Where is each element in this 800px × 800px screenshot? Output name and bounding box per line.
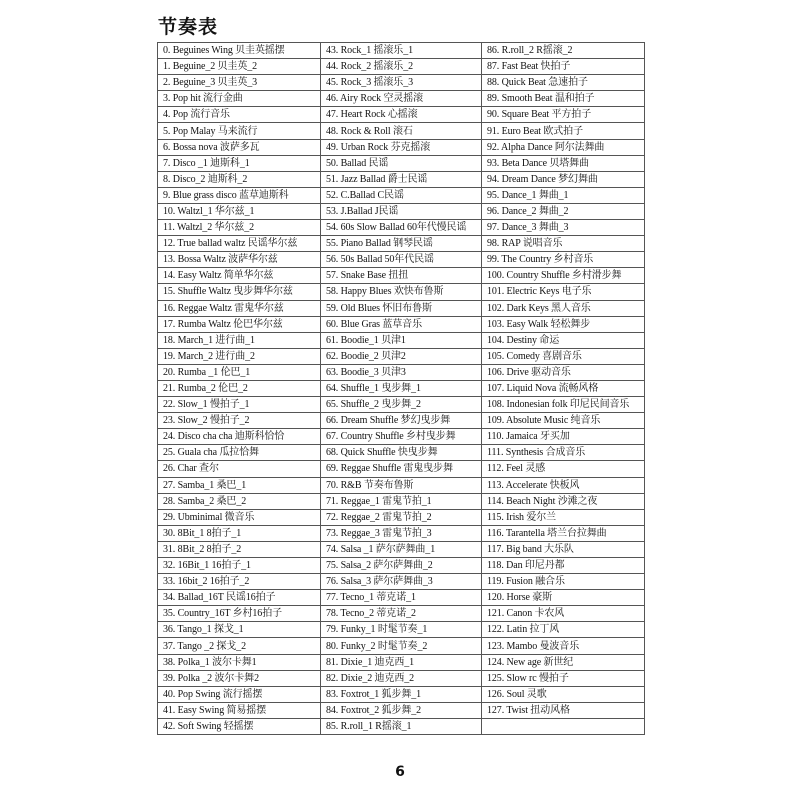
rhythm-cell: 69. Reggae Shuffle 雷鬼曳步舞	[321, 461, 482, 477]
rhythm-cell: 91. Euro Beat 欧式拍子	[482, 123, 645, 139]
table-row	[158, 316, 645, 332]
rhythm-cell: 81. Dixie_1 迪克西_1	[321, 654, 482, 670]
table-row	[158, 75, 645, 91]
rhythm-cell: 105. Comedy 喜剧音乐	[482, 348, 645, 364]
table-row	[158, 171, 645, 187]
rhythm-cell: 20. Rumba _1 伦巴_1	[158, 364, 321, 380]
rhythm-cell: 44. Rock_2 摇滚乐_2	[321, 59, 482, 75]
rhythm-cell: 100. Country Shuffle 乡村滑步舞	[482, 268, 645, 284]
rhythm-cell	[482, 718, 645, 734]
rhythm-cell: 61. Boodie_1 贝津1	[321, 332, 482, 348]
rhythm-cell: 115. Irish 爱尔兰	[482, 509, 645, 525]
rhythm-cell: 49. Urban Rock 芬克摇滚	[321, 139, 482, 155]
table-row	[158, 670, 645, 686]
table-row	[158, 541, 645, 557]
table-row	[158, 236, 645, 252]
rhythm-cell: 92. Alpha Dance 阿尔法舞曲	[482, 139, 645, 155]
rhythm-cell: 35. Country_16T 乡村16拍子	[158, 606, 321, 622]
rhythm-cell: 72. Reggae_2 雷鬼节拍_2	[321, 509, 482, 525]
table-row	[158, 702, 645, 718]
rhythm-cell: 123. Mambo 曼波音乐	[482, 638, 645, 654]
rhythm-cell: 99. The Country 乡村音乐	[482, 252, 645, 268]
rhythm-cell: 27. Samba_1 桑巴_1	[158, 477, 321, 493]
table-row	[158, 606, 645, 622]
rhythm-cell: 19. March_2 进行曲_2	[158, 348, 321, 364]
rhythm-cell: 4. Pop 流行音乐	[158, 107, 321, 123]
rhythm-cell: 66. Dream Shuffle 梦幻曳步舞	[321, 413, 482, 429]
table-row	[158, 139, 645, 155]
rhythm-cell: 79. Funky_1 时髦节奏_1	[321, 622, 482, 638]
rhythm-cell: 59. Old Blues 怀旧布鲁斯	[321, 300, 482, 316]
rhythm-cell: 52. C.Ballad C民谣	[321, 187, 482, 203]
rhythm-cell: 7. Disco _1 迪斯科_1	[158, 155, 321, 171]
table-row	[158, 300, 645, 316]
table-row	[158, 397, 645, 413]
rhythm-cell: 26. Char 查尔	[158, 461, 321, 477]
table-row	[158, 252, 645, 268]
rhythm-cell: 55. Piano Ballad 钢琴民谣	[321, 236, 482, 252]
rhythm-cell: 21. Rumba_2 伦巴_2	[158, 380, 321, 396]
rhythm-cell: 113. Accelerate 快板风	[482, 477, 645, 493]
rhythm-cell: 120. Horse 豪斯	[482, 590, 645, 606]
table-row	[158, 718, 645, 734]
rhythm-cell: 122. Latin 拉丁风	[482, 622, 645, 638]
rhythm-cell: 93. Beta Dance 贝塔舞曲	[482, 155, 645, 171]
rhythm-cell: 29. Ubminimal 微音乐	[158, 509, 321, 525]
rhythm-cell: 111. Synthesis 合成音乐	[482, 445, 645, 461]
rhythm-cell: 40. Pop Swing 流行摇摆	[158, 686, 321, 702]
rhythm-cell: 68. Quick Shuffle 快曳步舞	[321, 445, 482, 461]
rhythm-table	[157, 42, 645, 735]
rhythm-cell: 58. Happy Blues 欢快布鲁斯	[321, 284, 482, 300]
rhythm-cell: 45. Rock_3 摇滚乐_3	[321, 75, 482, 91]
rhythm-cell: 103. Easy Walk 轻松舞步	[482, 316, 645, 332]
rhythm-cell: 74. Salsa _1 萨尔萨舞曲_1	[321, 541, 482, 557]
rhythm-cell: 121. Canon 卡农风	[482, 606, 645, 622]
rhythm-cell: 85. R.roll_1 R摇滚_1	[321, 718, 482, 734]
rhythm-cell: 13. Bossa Waltz 波萨华尔兹	[158, 252, 321, 268]
rhythm-cell: 124. New age 新世纪	[482, 654, 645, 670]
rhythm-cell: 32. 16Bit_1 16拍子_1	[158, 558, 321, 574]
rhythm-cell: 47. Heart Rock 心摇滚	[321, 107, 482, 123]
rhythm-cell: 15. Shuffle Waltz 曳步舞华尔兹	[158, 284, 321, 300]
table-row	[158, 155, 645, 171]
rhythm-cell: 54. 60s Slow Ballad 60年代慢民谣	[321, 220, 482, 236]
rhythm-cell: 12. True ballad waltz 民谣华尔兹	[158, 236, 321, 252]
rhythm-cell: 51. Jazz Ballad 爵士民谣	[321, 171, 482, 187]
rhythm-cell: 108. Indonesian folk 印尼民间音乐	[482, 397, 645, 413]
page-title: 节奏表	[158, 16, 219, 38]
rhythm-cell: 34. Ballad_16T 民谣16拍子	[158, 590, 321, 606]
rhythm-cell: 0. Beguines Wing 贝圭英摇摆	[158, 43, 321, 59]
table-row	[158, 686, 645, 702]
table-row	[158, 493, 645, 509]
table-row	[158, 638, 645, 654]
rhythm-cell: 77. Tecno_1 蒂克诺_1	[321, 590, 482, 606]
rhythm-cell: 107. Liquid Nova 流畅风格	[482, 380, 645, 396]
rhythm-cell: 56. 50s Ballad 50年代民谣	[321, 252, 482, 268]
table-row	[158, 364, 645, 380]
rhythm-cell: 39. Polka _2 波尔卡舞2	[158, 670, 321, 686]
rhythm-cell: 119. Fusion 融合乐	[482, 574, 645, 590]
rhythm-cell: 6. Bossa nova 波萨多瓦	[158, 139, 321, 155]
rhythm-cell: 98. RAP 说唱音乐	[482, 236, 645, 252]
rhythm-cell: 25. Guala cha 瓜拉恰舞	[158, 445, 321, 461]
table-row	[158, 284, 645, 300]
rhythm-cell: 67. Country Shuffle 乡村曳步舞	[321, 429, 482, 445]
table-row	[158, 268, 645, 284]
rhythm-cell: 102. Dark Keys 黑人音乐	[482, 300, 645, 316]
rhythm-cell: 62. Boodie_2 贝津2	[321, 348, 482, 364]
rhythm-cell: 38. Polka_1 波尔卡舞1	[158, 654, 321, 670]
rhythm-cell: 30. 8Bit_1 8拍子_1	[158, 525, 321, 541]
table-row	[158, 203, 645, 219]
rhythm-cell: 22. Slow_1 慢拍子_1	[158, 397, 321, 413]
rhythm-cell: 37. Tango _2 探戈_2	[158, 638, 321, 654]
rhythm-cell: 73. Reggae_3 雷鬼节拍_3	[321, 525, 482, 541]
rhythm-cell: 3. Pop hit 流行金曲	[158, 91, 321, 107]
rhythm-cell: 78. Tecno_2 蒂克诺_2	[321, 606, 482, 622]
rhythm-cell: 87. Fast Beat 快拍子	[482, 59, 645, 75]
rhythm-cell: 11. Waltzl_2 华尔兹_2	[158, 220, 321, 236]
rhythm-cell: 10. Waltzl_1 华尔兹_1	[158, 203, 321, 219]
rhythm-cell: 86. R.roll_2 R摇滚_2	[482, 43, 645, 59]
table-row	[158, 654, 645, 670]
rhythm-cell: 28. Samba_2 桑巴_2	[158, 493, 321, 509]
rhythm-cell: 33. 16bit_2 16拍子_2	[158, 574, 321, 590]
rhythm-cell: 46. Airy Rock 空灵摇滚	[321, 91, 482, 107]
rhythm-cell: 31. 8Bit_2 8拍子_2	[158, 541, 321, 557]
rhythm-cell: 50. Ballad 民谣	[321, 155, 482, 171]
table-row	[158, 509, 645, 525]
rhythm-cell: 125. Slow rc 慢拍子	[482, 670, 645, 686]
rhythm-cell: 2. Beguine_3 贝圭英_3	[158, 75, 321, 91]
rhythm-cell: 84. Foxtrot_2 狐步舞_2	[321, 702, 482, 718]
table-row	[158, 622, 645, 638]
rhythm-cell: 127. Twist 扭动风格	[482, 702, 645, 718]
rhythm-cell: 16. Reggae Waltz 雷鬼华尔兹	[158, 300, 321, 316]
rhythm-cell: 110. Jamaica 牙买加	[482, 429, 645, 445]
rhythm-cell: 64. Shuffle_1 曳步舞_1	[321, 380, 482, 396]
rhythm-cell: 117. Big band 大乐队	[482, 541, 645, 557]
table-row	[158, 43, 645, 59]
table-row	[158, 380, 645, 396]
rhythm-cell: 41. Easy Swing 简易摇摆	[158, 702, 321, 718]
table-row	[158, 461, 645, 477]
rhythm-cell: 88. Quick Beat 急速拍子	[482, 75, 645, 91]
rhythm-cell: 94. Dream Dance 梦幻舞曲	[482, 171, 645, 187]
rhythm-cell: 96. Dance_2 舞曲_2	[482, 203, 645, 219]
rhythm-cell: 5. Pop Malay 马来流行	[158, 123, 321, 139]
rhythm-cell: 106. Drive 驱动音乐	[482, 364, 645, 380]
rhythm-cell: 65. Shuffle_2 曳步舞_2	[321, 397, 482, 413]
rhythm-cell: 83. Foxtrot_1 狐步舞_1	[321, 686, 482, 702]
rhythm-cell: 24. Disco cha cha 迪斯科恰恰	[158, 429, 321, 445]
rhythm-cell: 57. Snake Base 扭扭	[321, 268, 482, 284]
rhythm-cell: 71. Reggae_1 雷鬼节拍_1	[321, 493, 482, 509]
rhythm-cell: 18. March_1 进行曲_1	[158, 332, 321, 348]
table-row	[158, 91, 645, 107]
rhythm-cell: 90. Square Beat 平方拍子	[482, 107, 645, 123]
rhythm-cell: 70. R&B 节奏布鲁斯	[321, 477, 482, 493]
table-row	[158, 348, 645, 364]
rhythm-cell: 23. Slow_2 慢拍子_2	[158, 413, 321, 429]
rhythm-cell: 1. Beguine_2 贝圭英_2	[158, 59, 321, 75]
rhythm-cell: 76. Salsa_3 萨尔萨舞曲_3	[321, 574, 482, 590]
table-row	[158, 590, 645, 606]
page-number: 6	[395, 764, 405, 780]
rhythm-cell: 43. Rock_1 摇滚乐_1	[321, 43, 482, 59]
table-row	[158, 477, 645, 493]
table-row	[158, 413, 645, 429]
rhythm-cell: 97. Dance_3 舞曲_3	[482, 220, 645, 236]
table-row	[158, 525, 645, 541]
rhythm-cell: 118. Dan 印尼丹都	[482, 558, 645, 574]
table-row	[158, 220, 645, 236]
table-row	[158, 107, 645, 123]
rhythm-cell: 53. J.Ballad J民谣	[321, 203, 482, 219]
rhythm-cell: 126. Soul 灵歌	[482, 686, 645, 702]
rhythm-cell: 60. Blue Gras 蓝草音乐	[321, 316, 482, 332]
table-row	[158, 123, 645, 139]
rhythm-cell: 101. Electric Keys 电子乐	[482, 284, 645, 300]
rhythm-cell: 63. Boodie_3 贝津3	[321, 364, 482, 380]
rhythm-cell: 42. Soft Swing 轻摇摆	[158, 718, 321, 734]
rhythm-cell: 112. Feel 灵感	[482, 461, 645, 477]
rhythm-cell: 95. Dance_1 舞曲_1	[482, 187, 645, 203]
rhythm-cell: 36. Tango_1 探戈_1	[158, 622, 321, 638]
rhythm-cell: 89. Smooth Beat 温和拍子	[482, 91, 645, 107]
rhythm-cell: 8. Disco_2 迪斯科_2	[158, 171, 321, 187]
rhythm-cell: 109. Absolute Music 纯音乐	[482, 413, 645, 429]
table-row	[158, 558, 645, 574]
rhythm-cell: 104. Destiny 命运	[482, 332, 645, 348]
rhythm-cell: 75. Salsa_2 萨尔萨舞曲_2	[321, 558, 482, 574]
rhythm-cell: 116. Tarantella 塔兰台拉舞曲	[482, 525, 645, 541]
table-row	[158, 332, 645, 348]
table-row	[158, 445, 645, 461]
table-row	[158, 429, 645, 445]
rhythm-cell: 80. Funky_2 时髦节奏_2	[321, 638, 482, 654]
rhythm-cell: 14. Easy Waltz 简单华尔兹	[158, 268, 321, 284]
rhythm-cell: 114. Beach Night 沙滩之夜	[482, 493, 645, 509]
rhythm-cell: 82. Dixie_2 迪克西_2	[321, 670, 482, 686]
rhythm-cell: 9. Blue grass disco 蓝草迪斯科	[158, 187, 321, 203]
table-row	[158, 187, 645, 203]
table-row	[158, 59, 645, 75]
rhythm-cell: 48. Rock & Roll 滚石	[321, 123, 482, 139]
rhythm-cell: 17. Rumba Waltz 伦巴华尔兹	[158, 316, 321, 332]
table-row	[158, 574, 645, 590]
